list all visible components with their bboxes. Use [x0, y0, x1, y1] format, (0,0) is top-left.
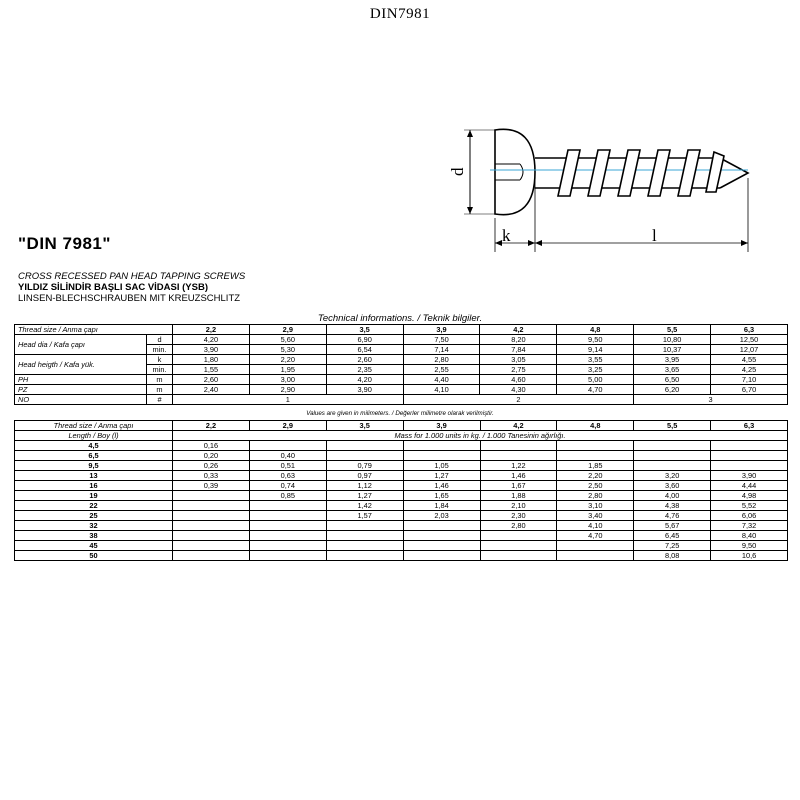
value-cell: 4,38 — [634, 501, 711, 511]
value-cell: 5,60 — [249, 335, 326, 345]
table-header-row — [15, 325, 788, 335]
value-cell: 9,50 — [557, 335, 634, 345]
length-cell: 16 — [15, 481, 173, 491]
value-cell — [557, 551, 634, 561]
value-cell: 3,05 — [480, 355, 557, 365]
length-cell: 50 — [15, 551, 173, 561]
table-row — [15, 531, 788, 541]
value-cell: 9,50 — [711, 541, 788, 551]
value-cell: 4,25 — [711, 365, 788, 375]
value-cell: 2,80 — [480, 521, 557, 531]
row-symbol: m — [147, 385, 173, 395]
length-cell: 45 — [15, 541, 173, 551]
table-row — [15, 541, 788, 551]
value-cell — [403, 541, 480, 551]
value-cell — [326, 451, 403, 461]
value-cell: 2,30 — [480, 511, 557, 521]
d-label: d — [448, 167, 467, 176]
tech-heading: Technical informations. / Teknik bilgiler. — [317, 313, 483, 324]
value-cell — [326, 521, 403, 531]
value-cell: 8,40 — [711, 531, 788, 541]
size-header-cell: 3,5 — [326, 421, 403, 431]
value-cell: 0,51 — [249, 461, 326, 471]
value-cell: 4,30 — [480, 385, 557, 395]
value-cell: 2,20 — [557, 471, 634, 481]
table-row — [15, 451, 788, 461]
table-header-row — [15, 421, 788, 431]
value-cell: 6,06 — [711, 511, 788, 521]
value-cell — [557, 541, 634, 551]
value-cell — [480, 531, 557, 541]
value-cell — [249, 511, 326, 521]
value-cell: 5,00 — [557, 375, 634, 385]
table-row — [15, 471, 788, 481]
value-cell: 3,25 — [557, 365, 634, 375]
value-cell — [173, 551, 250, 561]
value-cell — [634, 441, 711, 451]
size-header-cell: 4,2 — [480, 421, 557, 431]
value-cell: 3,20 — [634, 471, 711, 481]
length-cell: 9,5 — [15, 461, 173, 471]
value-cell: 0,40 — [249, 451, 326, 461]
table-row — [15, 491, 788, 501]
size-header-cell: 2,9 — [249, 421, 326, 431]
value-cell — [480, 451, 557, 461]
value-cell: 2,03 — [403, 511, 480, 521]
value-cell — [173, 531, 250, 541]
name-english: CROSS RECESSED PAN HEAD TAPPING SCREWS — [18, 271, 246, 282]
table-row — [15, 375, 788, 385]
value-cell: 12,07 — [711, 345, 788, 355]
value-cell: 6,50 — [634, 375, 711, 385]
value-cell: 10,80 — [634, 335, 711, 345]
value-cell: 1,46 — [480, 471, 557, 481]
table-row — [15, 461, 788, 471]
value-cell: 7,25 — [634, 541, 711, 551]
value-cell: 6,20 — [634, 385, 711, 395]
value-cell: 2,55 — [403, 365, 480, 375]
value-cell: 2,40 — [173, 385, 250, 395]
size-header-cell: 3,9 — [403, 421, 480, 431]
value-cell: 2,60 — [173, 375, 250, 385]
table-row — [15, 395, 788, 405]
size-header-cell: 4,8 — [557, 421, 634, 431]
value-cell: 3,95 — [634, 355, 711, 365]
length-header-label: Length / Boy (l) — [15, 431, 173, 441]
value-cell: 6,70 — [711, 385, 788, 395]
size-header-label: Thread size / Anma çapı — [15, 421, 173, 431]
value-cell: 6,54 — [326, 345, 403, 355]
value-cell: 10,37 — [634, 345, 711, 355]
value-cell: 0,74 — [249, 481, 326, 491]
value-cell — [403, 531, 480, 541]
row-symbol: # — [147, 395, 173, 405]
value-cell — [480, 441, 557, 451]
size-header-cell: 2,2 — [173, 325, 250, 335]
value-cell: 1,80 — [173, 355, 250, 365]
value-cell: 5,67 — [634, 521, 711, 531]
units-note: Values are given in milimeters. / Değerler milimetre olarak verilmiştir. — [306, 410, 494, 417]
value-cell: 0,63 — [249, 471, 326, 481]
value-cell — [403, 521, 480, 531]
value-cell: 3,90 — [711, 471, 788, 481]
value-cell: 6,45 — [634, 531, 711, 541]
value-cell — [480, 541, 557, 551]
value-cell: 0,16 — [173, 441, 250, 451]
mass-table — [14, 420, 788, 561]
value-cell: 5,30 — [249, 345, 326, 355]
value-cell: 1,84 — [403, 501, 480, 511]
length-cell: 25 — [15, 511, 173, 521]
table-row — [15, 521, 788, 531]
value-cell — [249, 501, 326, 511]
value-cell: 0,33 — [173, 471, 250, 481]
value-cell: 3 — [634, 395, 788, 405]
value-cell — [557, 451, 634, 461]
row-label: Head dia / Kafa çapı — [15, 335, 147, 355]
technical-table — [14, 324, 788, 405]
size-header-label: Thread size / Anma çapı — [15, 325, 173, 335]
row-label: Head heigth / Kafa yük. — [15, 355, 147, 375]
value-cell — [173, 511, 250, 521]
value-cell: 4,98 — [711, 491, 788, 501]
size-header-cell: 4,8 — [557, 325, 634, 335]
value-cell: 8,20 — [480, 335, 557, 345]
value-cell: 1,27 — [326, 491, 403, 501]
value-cell: 2,80 — [403, 355, 480, 365]
value-cell: 1,05 — [403, 461, 480, 471]
row-label: PZ — [15, 385, 147, 395]
value-cell: 2,10 — [480, 501, 557, 511]
value-cell: 0,39 — [173, 481, 250, 491]
value-cell: 7,10 — [711, 375, 788, 385]
size-header-cell: 4,2 — [480, 325, 557, 335]
value-cell — [326, 531, 403, 541]
value-cell: 0,20 — [173, 451, 250, 461]
length-cell: 22 — [15, 501, 173, 511]
value-cell: 3,60 — [634, 481, 711, 491]
size-header-cell: 2,2 — [173, 421, 250, 431]
value-cell — [249, 521, 326, 531]
value-cell — [173, 501, 250, 511]
value-cell: 1,67 — [480, 481, 557, 491]
table-row — [15, 481, 788, 491]
row-symbol: d — [147, 335, 173, 345]
value-cell: 2,80 — [557, 491, 634, 501]
value-cell: 2,20 — [249, 355, 326, 365]
value-cell: 5,52 — [711, 501, 788, 511]
value-cell: 9,14 — [557, 345, 634, 355]
value-cell: 3,90 — [173, 345, 250, 355]
value-cell: 1,22 — [480, 461, 557, 471]
value-cell — [403, 441, 480, 451]
length-cell: 38 — [15, 531, 173, 541]
size-header-cell: 3,5 — [326, 325, 403, 335]
length-cell: 32 — [15, 521, 173, 531]
value-cell — [711, 461, 788, 471]
value-cell: 1,88 — [480, 491, 557, 501]
value-cell: 4,76 — [634, 511, 711, 521]
value-cell: 12,50 — [711, 335, 788, 345]
value-cell: 4,40 — [403, 375, 480, 385]
value-cell: 0,85 — [249, 491, 326, 501]
length-cell: 6,5 — [15, 451, 173, 461]
size-header-cell: 3,9 — [403, 325, 480, 335]
row-symbol: min. — [147, 345, 173, 355]
value-cell: 4,00 — [634, 491, 711, 501]
size-header-cell: 2,9 — [249, 325, 326, 335]
value-cell: 1,42 — [326, 501, 403, 511]
value-cell — [634, 451, 711, 461]
value-cell: 1,85 — [557, 461, 634, 471]
value-cell: 4,10 — [557, 521, 634, 531]
value-cell — [173, 541, 250, 551]
value-cell: 4,70 — [557, 385, 634, 395]
k-label: k — [502, 226, 511, 245]
value-cell — [634, 461, 711, 471]
value-cell: 4,70 — [557, 531, 634, 541]
name-german: LINSEN-BLECHSCHRAUBEN MIT KREUZSCHLITZ — [18, 293, 241, 304]
value-cell — [249, 441, 326, 451]
page-title: DIN7981 — [369, 6, 431, 22]
value-cell: 3,40 — [557, 511, 634, 521]
value-cell: 7,84 — [480, 345, 557, 355]
value-cell: 4,60 — [480, 375, 557, 385]
value-cell: 4,20 — [326, 375, 403, 385]
screw-drawing — [440, 118, 770, 258]
value-cell: 4,10 — [403, 385, 480, 395]
value-cell: 10,6 — [711, 551, 788, 561]
value-cell: 4,44 — [711, 481, 788, 491]
value-cell: 4,20 — [173, 335, 250, 345]
l-label: l — [652, 226, 657, 245]
value-cell: 1,27 — [403, 471, 480, 481]
value-cell — [403, 451, 480, 461]
value-cell — [711, 441, 788, 451]
value-cell — [557, 441, 634, 451]
table-row — [15, 511, 788, 521]
value-cell: 1,46 — [403, 481, 480, 491]
length-cell: 19 — [15, 491, 173, 501]
value-cell: 1,95 — [249, 365, 326, 375]
value-cell: 0,79 — [326, 461, 403, 471]
table-row — [15, 355, 788, 365]
row-label: NO — [15, 395, 147, 405]
value-cell: 0,97 — [326, 471, 403, 481]
value-cell — [711, 451, 788, 461]
size-header-cell: 6,3 — [711, 421, 788, 431]
value-cell: 7,50 — [403, 335, 480, 345]
table-header-row — [15, 431, 788, 441]
mass-heading: Mass for 1.000 units in kg. / 1.000 Tanesinin ağırlığı. — [173, 431, 788, 441]
value-cell — [403, 551, 480, 561]
value-cell: 3,55 — [557, 355, 634, 365]
row-label: PH — [15, 375, 147, 385]
length-cell: 4,5 — [15, 441, 173, 451]
value-cell: 3,10 — [557, 501, 634, 511]
value-cell — [173, 521, 250, 531]
value-cell: 3,65 — [634, 365, 711, 375]
value-cell: 2,35 — [326, 365, 403, 375]
value-cell: 2,90 — [249, 385, 326, 395]
table-row — [15, 551, 788, 561]
value-cell — [249, 541, 326, 551]
value-cell: 1,65 — [403, 491, 480, 501]
value-cell — [249, 531, 326, 541]
value-cell — [480, 551, 557, 561]
row-symbol: min. — [147, 365, 173, 375]
value-cell: 4,55 — [711, 355, 788, 365]
value-cell: 2,60 — [326, 355, 403, 365]
value-cell: 1,55 — [173, 365, 250, 375]
table-row — [15, 335, 788, 345]
value-cell — [326, 541, 403, 551]
value-cell: 2,75 — [480, 365, 557, 375]
size-header-cell: 5,5 — [634, 325, 711, 335]
value-cell: 6,90 — [326, 335, 403, 345]
value-cell: 7,14 — [403, 345, 480, 355]
row-symbol: k — [147, 355, 173, 365]
size-header-cell: 5,5 — [634, 421, 711, 431]
value-cell: 1 — [173, 395, 404, 405]
table-row — [15, 385, 788, 395]
value-cell — [249, 551, 326, 561]
value-cell: 3,90 — [326, 385, 403, 395]
value-cell — [326, 441, 403, 451]
value-cell: 8,08 — [634, 551, 711, 561]
value-cell: 0,26 — [173, 461, 250, 471]
value-cell: 2,50 — [557, 481, 634, 491]
value-cell: 1,12 — [326, 481, 403, 491]
value-cell: 1,57 — [326, 511, 403, 521]
value-cell: 3,00 — [249, 375, 326, 385]
value-cell — [326, 551, 403, 561]
table-row — [15, 501, 788, 511]
name-turkish: YILDIZ SİLİNDİR BAŞLI SAC VİDASI (YSB) — [18, 282, 209, 293]
size-header-cell: 6,3 — [711, 325, 788, 335]
standard-title: "DIN 7981" — [18, 234, 111, 253]
value-cell: 7,32 — [711, 521, 788, 531]
row-symbol: m — [147, 375, 173, 385]
value-cell — [173, 491, 250, 501]
table-row — [15, 441, 788, 451]
length-cell: 13 — [15, 471, 173, 481]
value-cell: 2 — [403, 395, 634, 405]
